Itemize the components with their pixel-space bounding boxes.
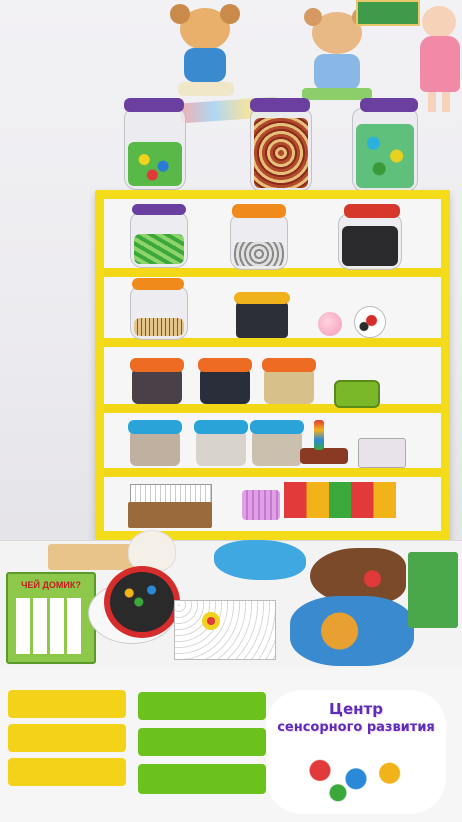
basket-purple — [242, 490, 280, 520]
jar-matches-lid — [132, 278, 184, 290]
container-black-seeds — [200, 368, 250, 404]
container-beans-blue — [130, 430, 180, 466]
green-bin-1 — [138, 692, 266, 720]
box-brown — [128, 502, 212, 528]
dominoes-box — [358, 438, 406, 468]
container-dark-seeds — [132, 368, 182, 404]
container-beans-blue-lid — [128, 420, 182, 434]
peg-flower — [202, 612, 220, 630]
jar-wooden-beads — [250, 108, 312, 192]
logo-line-1: Центр — [329, 700, 383, 718]
container-millet — [264, 368, 314, 404]
peg-board-white — [174, 600, 276, 660]
green-tin-box — [334, 380, 380, 408]
jar-gray-pebbles-lid — [232, 204, 286, 218]
jar-green-sticks — [130, 212, 188, 268]
green-book-right — [408, 552, 458, 628]
yellow-bin-1 — [8, 690, 126, 718]
hedgehog-puzzle-2 — [290, 596, 414, 666]
container-black-seeds-lid — [198, 358, 252, 372]
jar-black-beans — [338, 214, 402, 270]
girl-decal — [416, 0, 462, 118]
wooden-board — [48, 544, 134, 570]
green-board-decal — [356, 0, 420, 26]
soccer-ball-toy — [354, 306, 386, 338]
jar-green-sticks-lid — [132, 204, 186, 215]
pink-sensory-ball — [318, 312, 342, 336]
logo-toys-illustration — [296, 748, 416, 804]
yellow-bin-3 — [8, 758, 126, 786]
jar-black-beans-lid — [344, 204, 400, 218]
sensory-center-logo — [266, 690, 446, 814]
container-lentils — [252, 430, 302, 466]
wooden-hammer-toy — [300, 448, 348, 464]
lion-puzzle — [214, 540, 306, 580]
wooden-blocks — [284, 482, 396, 518]
container-millet-lid — [262, 358, 316, 372]
jar-gray-pebbles — [230, 214, 288, 270]
jar-colored-buttons-lid — [360, 98, 418, 112]
box-black-seeds — [236, 302, 288, 338]
red-tin-buttons — [104, 566, 180, 638]
container-white-beans-lid — [194, 420, 248, 434]
box-black-seeds-lid — [234, 292, 290, 304]
green-bin-3 — [138, 764, 266, 794]
shelf-board-4 — [104, 468, 441, 477]
jar-flower-beads — [124, 108, 186, 190]
book-whose-house — [6, 572, 96, 664]
jar-colored-buttons — [352, 108, 418, 192]
logo-line-2: сенсорного развития — [277, 720, 435, 735]
container-white-beans — [196, 430, 246, 466]
book-title: ЧЕЙ ДОМИК? — [21, 580, 81, 590]
green-bin-2 — [138, 728, 266, 756]
jar-wooden-beads-lid — [250, 98, 310, 112]
stacking-pegs — [314, 420, 324, 450]
bear-decal-left — [168, 2, 243, 102]
jar-matches — [130, 286, 188, 340]
yellow-bin-2 — [8, 724, 126, 752]
container-dark-seeds-lid — [130, 358, 184, 372]
shelf-board-3 — [104, 404, 441, 413]
jar-flower-beads-lid — [124, 98, 184, 112]
container-lentils-lid — [250, 420, 304, 434]
